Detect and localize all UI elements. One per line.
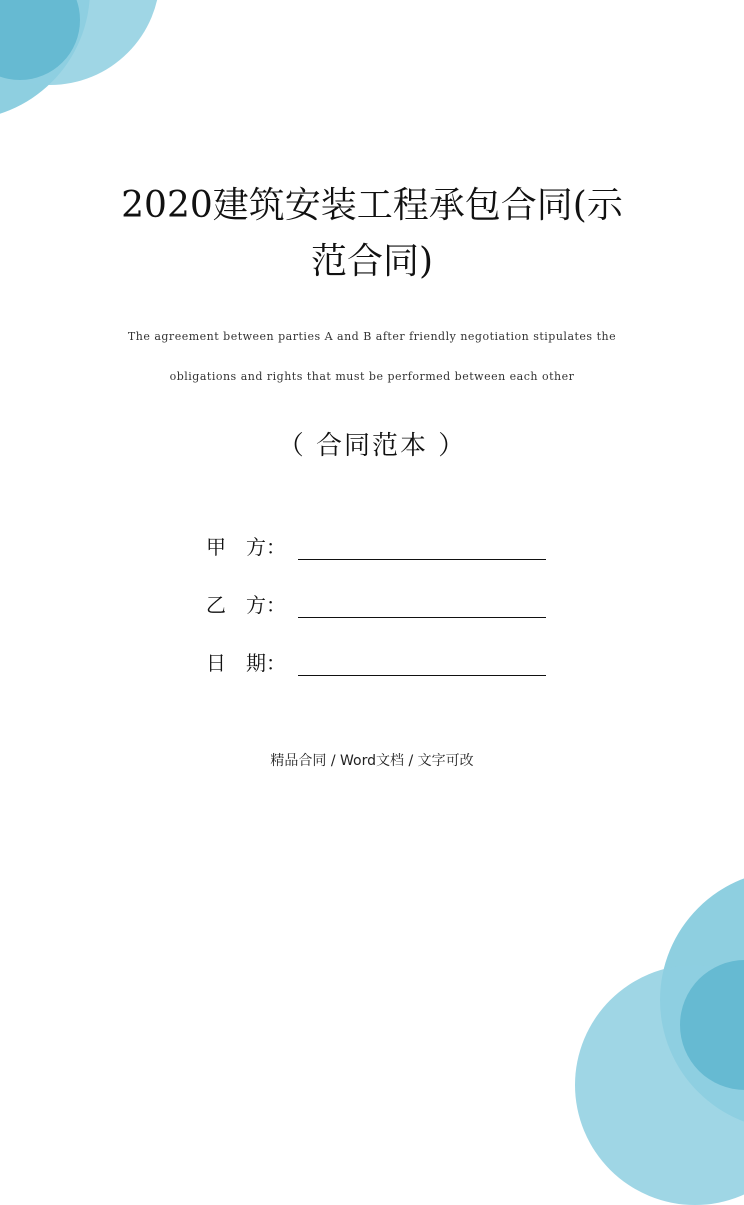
footer-note: 精品合同 / Word文档 / 文字可改 xyxy=(270,753,474,769)
title-line-1: 2020建筑安装工程承包合同(示 xyxy=(121,185,623,226)
party-a-blank-line xyxy=(298,537,546,560)
party-b-blank-line xyxy=(298,595,546,618)
party-a-field xyxy=(206,530,546,560)
title-line-2: 范合同) xyxy=(310,241,434,282)
english-subtitle-line-1: The agreement between parties A and B after friendly negotiation stipulates the xyxy=(127,330,617,343)
party-a-label: 甲 方： xyxy=(206,535,286,559)
contract-template-label: （ 合同范本 ） xyxy=(277,431,467,461)
date-field xyxy=(206,646,546,676)
document-title xyxy=(110,178,634,290)
date-label: 日 期： xyxy=(206,651,286,675)
party-b-label: 乙 方： xyxy=(206,593,286,617)
english-subtitle-line-2: obligations and rights that must be performed between each other xyxy=(169,370,575,383)
party-b-field xyxy=(206,588,546,618)
date-blank-line xyxy=(298,653,546,676)
